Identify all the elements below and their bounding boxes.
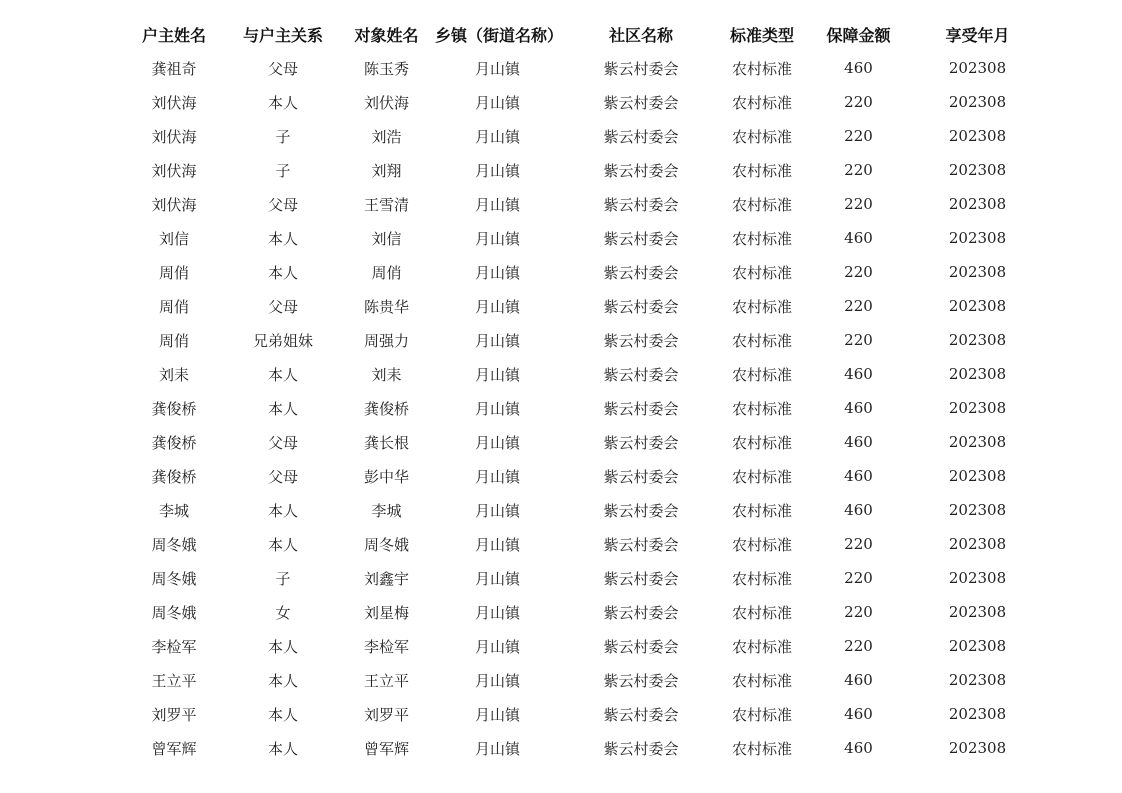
table-body [120,51,1040,765]
cell-householder-name: 刘伏海 [151,93,197,112]
cell-relationship: 本人 [267,637,298,656]
table-row [120,663,1040,697]
cell-amount: 460 [844,705,873,723]
cell-community: 紫云村委会 [603,739,679,758]
cell-month: 202308 [948,93,1007,111]
cell-standard-type: 农村标准 [731,365,792,384]
cell-relationship: 父母 [267,467,298,486]
cell-relationship: 子 [275,161,291,180]
header-community: 社区名称 [608,25,673,45]
table-row [120,255,1040,289]
cell-relationship: 本人 [267,705,298,724]
cell-community: 紫云村委会 [603,603,679,622]
cell-recipient-name: 刘鑫宇 [363,569,409,588]
cell-relationship: 本人 [267,501,298,520]
cell-community: 紫云村委会 [603,331,679,350]
cell-relationship: 本人 [267,263,298,282]
cell-standard-type: 农村标准 [731,671,792,690]
cell-township: 月山镇 [474,229,520,248]
cell-township: 月山镇 [474,195,520,214]
cell-community: 紫云村委会 [603,569,679,588]
cell-householder-name: 周俏 [158,297,189,316]
cell-township: 月山镇 [474,501,520,520]
cell-month: 202308 [948,59,1007,77]
cell-recipient-name: 龚长根 [363,433,409,452]
cell-amount: 460 [844,433,873,451]
cell-community: 紫云村委会 [603,93,679,112]
cell-householder-name: 龚俊桥 [151,399,197,418]
cell-amount: 220 [844,263,873,281]
cell-recipient-name: 刘浩 [371,127,402,146]
table-row [120,527,1040,561]
cell-amount: 460 [844,59,873,77]
header-relationship: 与户主关系 [242,25,323,45]
cell-township: 月山镇 [474,59,520,78]
cell-relationship: 本人 [267,535,298,554]
cell-recipient-name: 刘耒 [371,365,402,384]
cell-amount: 220 [844,195,873,213]
cell-township: 月山镇 [474,569,520,588]
cell-householder-name: 龚俊桥 [151,433,197,452]
cell-standard-type: 农村标准 [731,467,792,486]
cell-recipient-name: 周强力 [363,331,409,350]
cell-amount: 460 [844,365,873,383]
header-row [120,17,1040,51]
cell-standard-type: 农村标准 [731,331,792,350]
cell-amount: 220 [844,603,873,621]
cell-amount: 460 [844,467,873,485]
cell-householder-name: 周冬娥 [151,535,197,554]
cell-amount: 460 [844,399,873,417]
cell-month: 202308 [948,501,1007,519]
cell-community: 紫云村委会 [603,501,679,520]
header-householder-name: 户主姓名 [141,25,206,45]
cell-relationship: 本人 [267,399,298,418]
cell-amount: 220 [844,569,873,587]
cell-month: 202308 [948,297,1007,315]
assistance-table [120,17,1040,765]
cell-month: 202308 [948,535,1007,553]
cell-amount: 460 [844,739,873,757]
cell-township: 月山镇 [474,433,520,452]
cell-community: 紫云村委会 [603,365,679,384]
cell-householder-name: 刘伏海 [151,127,197,146]
cell-township: 月山镇 [474,671,520,690]
cell-relationship: 本人 [267,739,298,758]
header-township: 乡镇（街道名称） [435,25,564,45]
cell-householder-name: 刘伏海 [151,161,197,180]
cell-recipient-name: 刘伏海 [363,93,409,112]
cell-relationship: 本人 [267,229,298,248]
cell-amount: 220 [844,331,873,349]
cell-month: 202308 [948,433,1007,451]
table-row [120,731,1040,765]
cell-township: 月山镇 [474,705,520,724]
cell-relationship: 父母 [267,59,298,78]
cell-month: 202308 [948,331,1007,349]
cell-householder-name: 李城 [158,501,189,520]
cell-community: 紫云村委会 [603,399,679,418]
cell-amount: 220 [844,127,873,145]
cell-community: 紫云村委会 [603,433,679,452]
cell-relationship: 女 [275,603,291,622]
cell-amount: 220 [844,161,873,179]
table-row [120,391,1040,425]
table-row [120,595,1040,629]
cell-standard-type: 农村标准 [731,127,792,146]
cell-standard-type: 农村标准 [731,161,792,180]
cell-month: 202308 [948,161,1007,179]
cell-recipient-name: 李检军 [363,637,409,656]
cell-township: 月山镇 [474,263,520,282]
cell-township: 月山镇 [474,161,520,180]
cell-relationship: 本人 [267,671,298,690]
cell-householder-name: 刘伏海 [151,195,197,214]
table-row [120,187,1040,221]
cell-standard-type: 农村标准 [731,637,792,656]
cell-month: 202308 [948,365,1007,383]
table-row [120,425,1040,459]
cell-township: 月山镇 [474,603,520,622]
cell-relationship: 本人 [267,365,298,384]
cell-month: 202308 [948,399,1007,417]
cell-recipient-name: 周冬娥 [363,535,409,554]
table-row [120,153,1040,187]
table-row [120,51,1040,85]
cell-township: 月山镇 [474,93,520,112]
table-row [120,629,1040,663]
cell-householder-name: 曾军辉 [151,739,197,758]
cell-month: 202308 [948,569,1007,587]
cell-township: 月山镇 [474,535,520,554]
cell-relationship: 父母 [267,433,298,452]
cell-recipient-name: 刘信 [371,229,402,248]
cell-township: 月山镇 [474,365,520,384]
cell-recipient-name: 龚俊桥 [363,399,409,418]
cell-standard-type: 农村标准 [731,433,792,452]
cell-standard-type: 农村标准 [731,705,792,724]
cell-township: 月山镇 [474,399,520,418]
cell-recipient-name: 陈玉秀 [363,59,409,78]
cell-community: 紫云村委会 [603,195,679,214]
cell-community: 紫云村委会 [603,671,679,690]
cell-householder-name: 周俏 [158,331,189,350]
cell-community: 紫云村委会 [603,59,679,78]
cell-relationship: 子 [275,569,291,588]
cell-month: 202308 [948,195,1007,213]
table-row [120,357,1040,391]
cell-householder-name: 刘罗平 [151,705,197,724]
table-row [120,289,1040,323]
cell-community: 紫云村委会 [603,229,679,248]
cell-township: 月山镇 [474,739,520,758]
cell-householder-name: 龚祖奇 [151,59,197,78]
cell-amount: 220 [844,297,873,315]
cell-householder-name: 龚俊桥 [151,467,197,486]
cell-householder-name: 周冬娥 [151,603,197,622]
cell-standard-type: 农村标准 [731,739,792,758]
cell-standard-type: 农村标准 [731,603,792,622]
cell-township: 月山镇 [474,331,520,350]
cell-community: 紫云村委会 [603,127,679,146]
cell-recipient-name: 王雪清 [363,195,409,214]
cell-recipient-name: 刘翔 [371,161,402,180]
table-row [120,493,1040,527]
cell-householder-name: 王立平 [151,671,197,690]
cell-month: 202308 [948,229,1007,247]
cell-township: 月山镇 [474,297,520,316]
table-row [120,221,1040,255]
cell-standard-type: 农村标准 [731,195,792,214]
header-amount: 保障金额 [826,25,891,45]
table-row [120,119,1040,153]
cell-amount: 460 [844,229,873,247]
cell-relationship: 兄弟姐妹 [252,331,313,350]
cell-standard-type: 农村标准 [731,297,792,316]
cell-community: 紫云村委会 [603,705,679,724]
cell-community: 紫云村委会 [603,161,679,180]
cell-amount: 220 [844,637,873,655]
cell-recipient-name: 王立平 [363,671,409,690]
cell-standard-type: 农村标准 [731,535,792,554]
cell-householder-name: 周俏 [158,263,189,282]
table-row [120,323,1040,357]
header-standard-type: 标准类型 [729,25,794,45]
cell-householder-name: 周冬娥 [151,569,197,588]
cell-recipient-name: 陈贵华 [363,297,409,316]
cell-amount: 460 [844,501,873,519]
cell-standard-type: 农村标准 [731,93,792,112]
cell-month: 202308 [948,637,1007,655]
cell-month: 202308 [948,603,1007,621]
cell-standard-type: 农村标准 [731,569,792,588]
cell-township: 月山镇 [474,637,520,656]
cell-relationship: 子 [275,127,291,146]
cell-standard-type: 农村标准 [731,399,792,418]
cell-standard-type: 农村标准 [731,59,792,78]
cell-month: 202308 [948,705,1007,723]
table-row [120,85,1040,119]
header-month: 享受年月 [945,25,1010,45]
cell-township: 月山镇 [474,127,520,146]
cell-recipient-name: 李城 [371,501,402,520]
cell-standard-type: 农村标准 [731,501,792,520]
cell-community: 紫云村委会 [603,467,679,486]
cell-community: 紫云村委会 [603,263,679,282]
table-row [120,561,1040,595]
cell-township: 月山镇 [474,467,520,486]
cell-amount: 220 [844,535,873,553]
cell-month: 202308 [948,739,1007,757]
cell-householder-name: 李检军 [151,637,197,656]
cell-month: 202308 [948,263,1007,281]
cell-month: 202308 [948,127,1007,145]
cell-month: 202308 [948,671,1007,689]
cell-community: 紫云村委会 [603,637,679,656]
cell-month: 202308 [948,467,1007,485]
cell-relationship: 父母 [267,297,298,316]
cell-recipient-name: 刘罗平 [363,705,409,724]
cell-relationship: 父母 [267,195,298,214]
cell-recipient-name: 彭中华 [363,467,409,486]
cell-amount: 460 [844,671,873,689]
table-row [120,697,1040,731]
cell-amount: 220 [844,93,873,111]
cell-community: 紫云村委会 [603,297,679,316]
header-recipient-name: 对象姓名 [354,25,419,45]
cell-standard-type: 农村标准 [731,229,792,248]
cell-recipient-name: 周俏 [371,263,402,282]
cell-community: 紫云村委会 [603,535,679,554]
cell-standard-type: 农村标准 [731,263,792,282]
cell-relationship: 本人 [267,93,298,112]
table-row [120,459,1040,493]
cell-householder-name: 刘信 [158,229,189,248]
cell-recipient-name: 曾军辉 [363,739,409,758]
cell-householder-name: 刘耒 [158,365,189,384]
cell-recipient-name: 刘星梅 [363,603,409,622]
